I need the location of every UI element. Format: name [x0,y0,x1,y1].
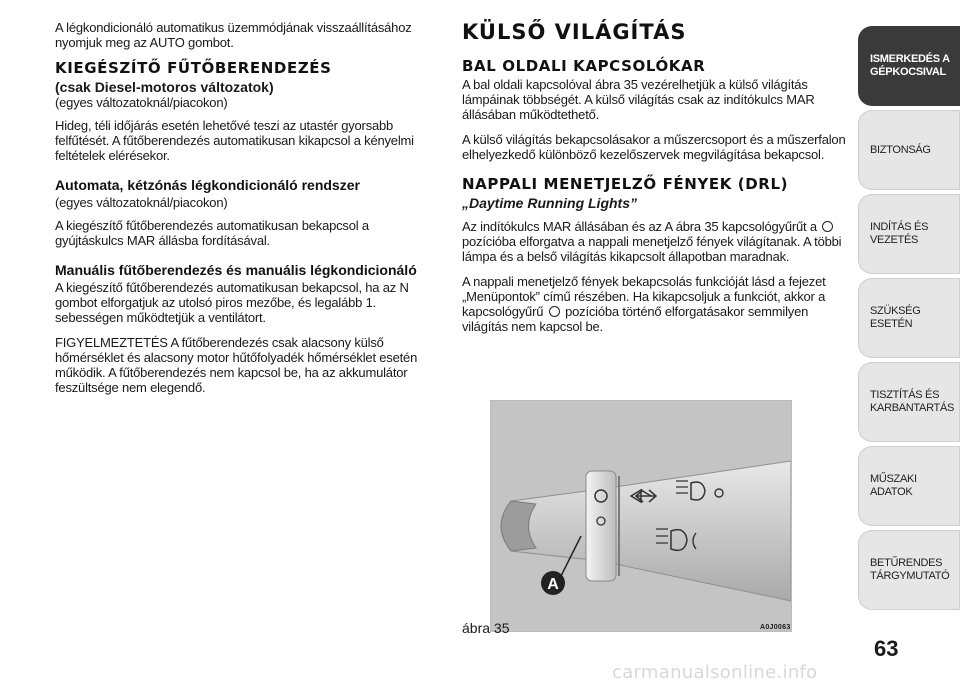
watermark: carmanualsonline.info [612,662,818,683]
chapter-nav [858,26,960,614]
tab-label: BETŰRENDES TÁRGYMUTATÓ [870,557,950,582]
tab-label: TISZTÍTÁS ÉS KARBANTARTÁS [870,389,955,414]
tab-biztonsag[interactable] [858,110,960,190]
tab-label: MŰSZAKI ADATOK [870,473,917,498]
tab-tisztitas[interactable] [858,362,960,442]
figure-callout-label: A [547,576,559,593]
auto-dual-heading: Automata, kétzónás légkondicionáló rendszer [55,177,360,193]
drl-p1-end: pozícióba elforgatva a nappali menetjelző fények világítanak. A többi lámpa és a belső világítás kikapcsolt állapotban maradnak. [462,234,842,264]
left-column [55,20,440,405]
tab-szukseg[interactable] [858,278,960,358]
aux-heater-subtitle: (csak Diesel-motoros változatok) [55,79,274,95]
manual-heading: Manuális fűtőberendezés és manuális légkondicionáló [55,262,417,278]
figure-code: A0J0063 [760,624,791,631]
aux-heater-heading: KIEGÉSZÍTŐ FŰTŐBERENDEZÉS [55,59,332,77]
left-stalk-p2: A külső világítás bekapcsolásakor a műszercsoport és a műszerfalon elhelyezkedő különböző kezelőszervek megvilágítása bekapcsol. [462,132,846,162]
drl-p2-start: A nappali menetjelző fények bekapcsolás funkcióját lásd a fejezet „Menüpontok” című részében. Ha kikapcsoljuk a funkciót, akkor a kapcsológyűrű [462,274,826,319]
tab-muszaki[interactable] [858,446,960,526]
tab-label: ISMERKEDÉS A GÉPKOCSIVAL [870,53,950,78]
intro-paragraph: A légkondicionáló automatikus üzemmódjának visszaállításához nyomjuk meg az AUTO gombot. [55,20,412,50]
tab-targymutato[interactable] [858,530,960,610]
drl-subtitle: „Daytime Running Lights” [462,195,637,211]
light-stalk-illustration [491,401,791,631]
page-number: 63 [874,636,899,661]
tab-label: INDÍTÁS ÉS VEZETÉS [870,221,929,246]
stalk-figure [490,400,792,632]
manual-body: A kiegészítő fűtőberendezés automatikusan bekapcsol, ha az N gombot elforgatjuk az utolsó piros mezőbe, és legalább 1. sebességen működtetjük a ventilátort. [55,280,409,325]
drl-p2-end: pozícióba történő elforgatásakor semmilyen világítás nem kapcsol be. [462,304,809,334]
drl-p1-start: Az indítókulcs MAR állásában és az A ábra 35 kapcsológyűrűt a [462,219,817,234]
right-column [462,20,847,344]
tab-label: SZÜKSÉG ESETÉN [870,305,921,330]
warning-paragraph: FIGYELMEZTETÉS A fűtőberendezés csak alacsony külső hőmérséklet és alacsony motor hűtőfolyadék hőmérséklet esetén működik. A fűtőberendezés nem kapcsol be, ha az akkumulátor feszültsége nem elegendő. [55,335,418,395]
drl-p1 [462,219,847,264]
tab-inditas[interactable] [858,194,960,274]
figure-caption: ábra 35 [462,620,510,636]
tab-label: BIZTONSÁG [870,143,931,156]
aux-heater-body: Hideg, téli időjárás esetén lehetővé teszi az utastér gyorsabb felfűtését. A fűtőberendezés automatikusan kikapcsol a kényelmi feltételek elérésekor. [55,118,414,163]
left-stalk-p1: A bal oldali kapcsolóval ábra 35 vezérelhetjük a külső világítás lámpáinak többségét. A külső világítás csak az indítókulcs MAR állásában működtethető. [462,77,815,122]
aux-heater-note: (egyes változatoknál/piacokon) [55,95,228,110]
left-stalk-heading: BAL OLDALI KAPCSOLÓKAR [462,57,706,75]
drl-p2 [462,274,847,334]
tab-ismerkedes[interactable] [858,26,960,106]
auto-dual-body: A kiegészítő fűtőberendezés automatikusan bekapcsol a gyújtáskulcs MAR állásba fordításával. [55,218,369,248]
light-ring-position-icon [549,306,560,317]
exterior-lighting-title: KÜLSŐ VILÁGÍTÁS [462,20,687,44]
light-ring-position-icon [822,221,833,232]
auto-dual-note: (egyes változatoknál/piacokon) [55,195,228,210]
drl-heading: NAPPALI MENETJELZŐ FÉNYEK (DRL) [462,175,789,193]
